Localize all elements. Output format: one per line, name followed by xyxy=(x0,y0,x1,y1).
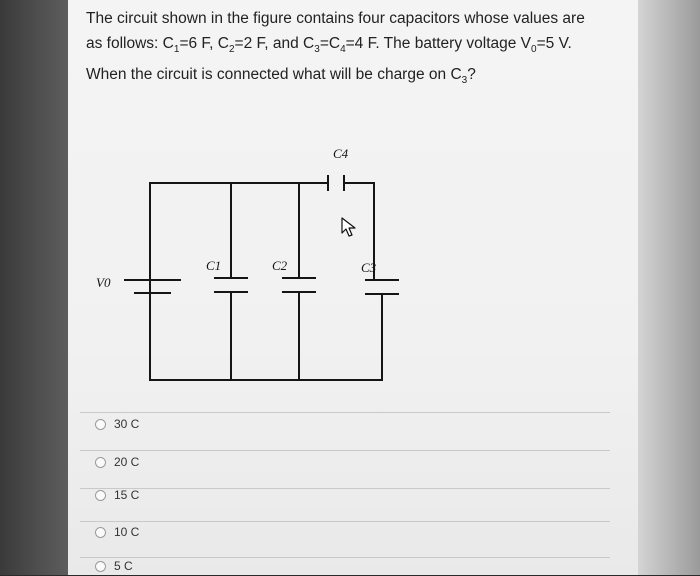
mouse-cursor-icon xyxy=(342,218,355,236)
c2-label: C2 xyxy=(272,258,288,273)
screen-bezel-right xyxy=(638,0,700,575)
answer-option[interactable] xyxy=(95,452,139,472)
option-divider xyxy=(80,557,610,558)
c3-label: C3 xyxy=(361,260,377,275)
c1-label: C1 xyxy=(206,258,222,273)
circuit-diagram xyxy=(88,130,428,395)
option-divider xyxy=(80,521,610,522)
radio-button[interactable] xyxy=(95,419,106,430)
screen-bezel-left xyxy=(0,0,68,575)
answer-option[interactable] xyxy=(95,485,139,505)
radio-button[interactable] xyxy=(95,490,106,501)
answer-option-label: 30 C xyxy=(114,417,140,431)
answer-option[interactable] xyxy=(95,522,139,542)
answer-option-label: 5 C xyxy=(114,559,133,573)
answer-option[interactable] xyxy=(95,414,139,434)
question-text: The circuit shown in the figure contains four capacitors whose values are as follows: $C_1=6$ F, $C_2=2$ F, and $C_3=C_4=4$ F. The battery voltage $V_0=5$ V. When the circuit is connected what will be charge on $C_3$? xyxy=(86,10,585,87)
answer-option-label: 10 C xyxy=(114,525,140,539)
radio-button[interactable] xyxy=(95,457,106,468)
answer-option-label: 15 C xyxy=(114,488,140,502)
option-divider xyxy=(80,412,610,413)
v0-label: V0 xyxy=(96,275,111,290)
radio-button[interactable] xyxy=(95,527,106,538)
answer-option-label: 20 C xyxy=(114,455,140,469)
option-divider xyxy=(80,488,610,489)
radio-button[interactable] xyxy=(95,561,106,572)
answer-option[interactable] xyxy=(95,556,133,576)
c4-label: C4 xyxy=(333,146,349,161)
option-divider xyxy=(80,450,610,451)
